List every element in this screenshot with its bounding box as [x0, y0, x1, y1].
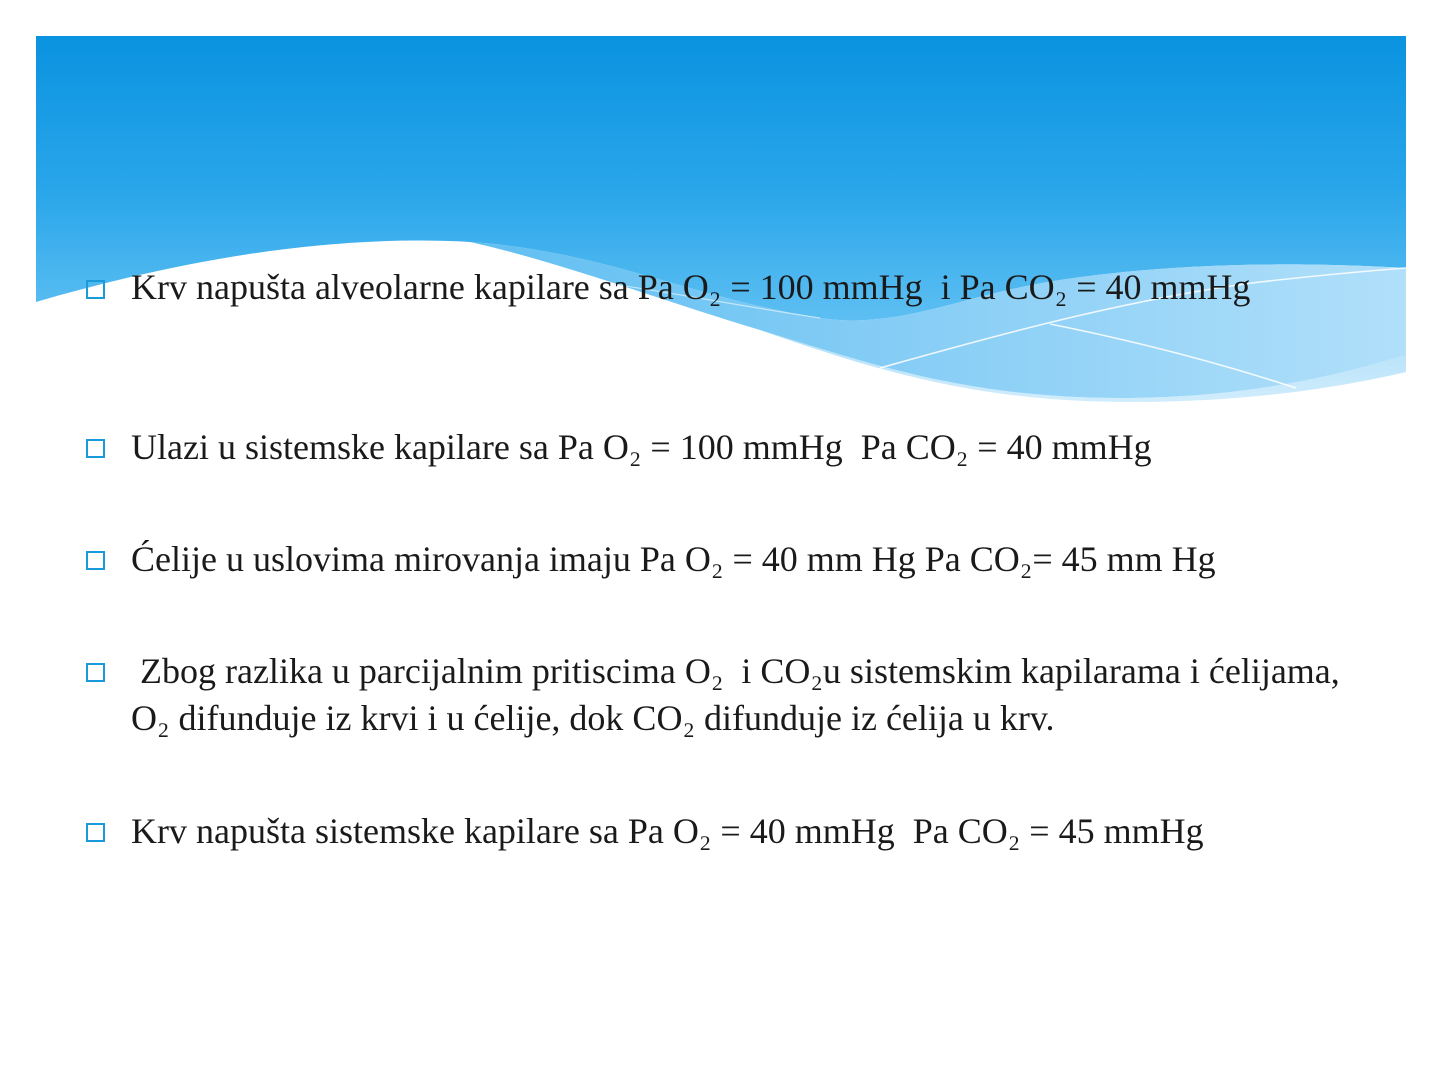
bullet-marker	[86, 663, 105, 682]
bullet-text: Ćelije u uslovima mirovanja imaju Pa O₂ = 40 mm Hg Pa CO₂= 45 mm Hg	[131, 539, 1216, 579]
bullet-marker	[86, 551, 105, 570]
bullet-text: Krv napušta sistemske kapilare sa Pa O₂ = 40 mmHg Pa CO₂ = 45 mmHg	[131, 811, 1204, 851]
bullet-marker	[86, 280, 105, 299]
bullet-text: Krv napušta alveolarne kapilare sa Pa O₂ = 100 mmHg i Pa CO₂ = 40 mmHg	[131, 267, 1251, 307]
bullet-marker	[86, 823, 105, 842]
bullet-marker	[86, 439, 105, 458]
bullet-text: Ulazi u sistemske kapilare sa Pa O₂ = 100 mmHg Pa CO₂ = 40 mmHg	[131, 427, 1152, 467]
bullet-text: Zbog razlika u parcijalnim pritiscima O₂ i CO₂u sistemskim kapilarama i ćelijama, O₂ difunduje iz krvi i u ćelije, dok CO₂ difunduje iz ćelija u krv.	[131, 651, 1349, 738]
